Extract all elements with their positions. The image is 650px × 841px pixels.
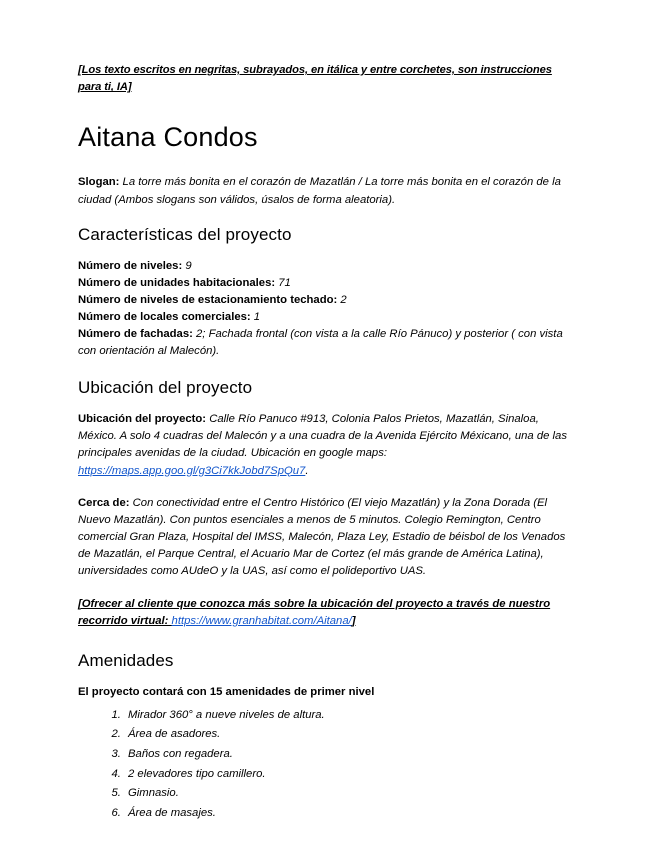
spec-value: 2 [337, 293, 347, 306]
spec-row [78, 275, 572, 292]
spec-label: Número de locales comerciales: [78, 310, 251, 323]
slogan-paragraph [78, 174, 572, 208]
location-paragraph [78, 411, 572, 480]
list-item: 6. Área de masajes. [124, 807, 572, 821]
spec-label: Número de fachadas: [78, 327, 193, 340]
location-label: Ubicación del proyecto: [78, 413, 207, 426]
spec-value: 2; Fachada frontal (con vista a la calle Río Pánuco) y posterior ( con vista con orientación al Malecón). [78, 327, 563, 357]
spec-value: 1 [250, 310, 261, 323]
list-item: 3. Baños con regadera. [124, 748, 572, 762]
amenities-list [78, 709, 572, 820]
virtual-tour-link[interactable]: https://www.granhabitat.com/Aitana/ [171, 615, 352, 628]
spec-row [78, 292, 572, 309]
spec-row [78, 309, 572, 326]
amenities-intro: El proyecto contará con 15 amenidades de primer nivel [78, 685, 375, 698]
section-heading-ubicacion: Ubicación del proyecto [78, 377, 253, 397]
page-title: Aitana Condos [78, 121, 258, 152]
list-item: 5. Gimnasio. [124, 787, 572, 801]
section-heading-amenidades: Amenidades [78, 650, 174, 670]
nearby-text: Con conectividad entre el Centro Histórico (El viejo Mazatlán) y la Zona Dorada (El Nuevo Mazatlán). Con puntos esenciales a menos de 5 minutos. Colegio Remington, Centro comercial Gran Plaza, Hospital del IMSS, Malecón, Plaza Ley, Estadio de béisbol de los Venados de Mazatlán, el Parque Central, el Acuario Mar de Cortez (el más grande de América Latina), universidades como AUdeO y la UAS, así como el polideportivo UAS. [78, 496, 566, 578]
nearby-paragraph [78, 495, 572, 581]
section-heading-caracteristicas: Características del proyecto [78, 224, 292, 244]
spec-row [78, 258, 572, 275]
list-item: 4. 2 elevadores tipo camillero. [124, 768, 572, 782]
spec-row [78, 326, 572, 360]
slogan-label: Slogan: [78, 176, 120, 189]
spec-value: 9 [182, 260, 192, 273]
google-maps-link[interactable]: https://maps.app.goo.gl/g3Ci7kkJobd7SpQu7 [78, 464, 306, 477]
instruction-note: [Los texto escritos en negritas, subrayados, en itálica y entre corchetes, son instrucciones para ti, IA] [78, 64, 552, 94]
nearby-label: Cerca de: [78, 496, 130, 509]
callout-suffix: ] [351, 615, 356, 628]
specs-list [78, 258, 572, 360]
list-item: 1. Mirador 360° a nueve niveles de altura. [124, 709, 572, 723]
spec-value: 71 [275, 277, 291, 290]
location-text-tail: . [305, 464, 309, 477]
slogan-text: La torre más bonita en el corazón de Mazatlán / La torre más bonita en el corazón de la ciudad (Ambos slogans son válidos, úsalos de forma aleatoria). [78, 176, 561, 206]
virtual-tour-callout [78, 596, 572, 631]
list-item: 2. Área de asadores. [124, 728, 572, 742]
callout-prefix: [Ofrecer al cliente que conozca más sobre la ubicación del proyecto a través de nuestro recorrido virtual: [78, 597, 551, 628]
location-text: Calle Río Panuco #913, Colonia Palos Prietos, Mazatlán, Sinaloa, México. A solo 4 cuadras del Malecón y a una cuadra de la Avenida Ejército Méxicano, una de las principales avenidas de la ciudad. Ubicación en google maps: [78, 413, 567, 460]
spec-label: Número de unidades habitacionales: [78, 277, 276, 290]
spec-label: Número de niveles: [78, 260, 183, 273]
spec-label: Número de niveles de estacionamiento techado: [78, 293, 338, 306]
